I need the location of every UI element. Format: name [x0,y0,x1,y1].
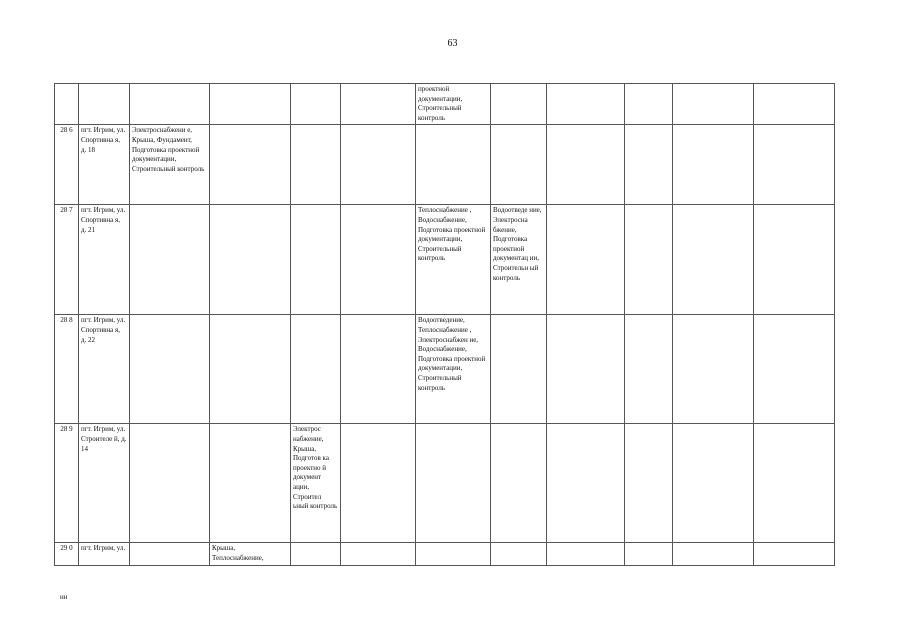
row-number: 28 6 [55,125,79,205]
work-cell [291,84,341,125]
empty-cell [754,315,835,424]
table-row [55,205,835,315]
work-cell: Водоотведение, Теплоснабжение , Электроснабжен ие, Водоснабжение, Подготовка проектной документации, Строительный контроль [416,315,491,424]
work-plan-table [54,83,835,566]
empty-cell [547,424,625,543]
address-cell: пгт. Игрим, ул. Спортивна я, д. 18 [79,125,130,205]
empty-cell [625,315,673,424]
work-cell [291,205,341,315]
empty-cell [754,424,835,543]
work-cell [416,424,491,543]
work-cell: Крыша, Теплоснабжение, [210,543,291,565]
work-cell [491,125,547,205]
empty-cell [673,84,754,125]
work-cell: Электрос набжение, Крыша, Подготов ка проектно й документ ации, Строител ьный контроль [291,424,341,543]
empty-cell [673,205,754,315]
work-cell [491,543,547,565]
work-cell [130,84,210,125]
work-cell [491,84,547,125]
empty-cell [754,84,835,125]
empty-cell [673,315,754,424]
empty-cell [754,205,835,315]
work-cell [210,125,291,205]
work-cell: Электроснабжени е, Крыша, Фундамент, Подготовка проектной документации, Строительный контроль [130,125,210,205]
address-cell: пгт. Игрим, ул. Строителе й, д. 14 [79,424,130,543]
row-number: 28 9 [55,424,79,543]
row-number: 28 7 [55,205,79,315]
empty-cell [547,543,625,565]
address-cell: пгт. Игрим, ул. [79,543,130,565]
empty-cell [625,424,673,543]
empty-cell [547,205,625,315]
work-cell [210,205,291,315]
work-cell [291,543,341,565]
work-cell [130,315,210,424]
work-cell [291,315,341,424]
work-cell [491,315,547,424]
empty-cell [625,543,673,565]
work-cell [416,125,491,205]
empty-cell [673,125,754,205]
empty-cell [754,543,835,565]
empty-cell [625,125,673,205]
work-cell [210,424,291,543]
work-cell [416,543,491,565]
table-row [55,84,835,125]
work-cell [130,424,210,543]
empty-cell [625,205,673,315]
work-cell [491,424,547,543]
row-number [55,84,79,125]
work-cell [291,125,341,205]
table-row [55,125,835,205]
address-cell [79,84,130,125]
work-cell [341,543,416,565]
work-cell [341,315,416,424]
work-cell [130,543,210,565]
work-cell: Теплоснабжение , Водоснабжение, Подготовка проектной документации, Строительный контроль [416,205,491,315]
empty-cell [625,84,673,125]
empty-cell [547,315,625,424]
empty-cell [547,84,625,125]
work-cell [341,205,416,315]
empty-cell [547,125,625,205]
work-cell: Водоотведе ние, Электросна бжение, Подготовка проектной документац ии, Строительн ый контроль [491,205,547,315]
address-cell: пгт. Игрим, ул. Спортивна я, д. 21 [79,205,130,315]
work-cell [130,205,210,315]
work-cell [210,84,291,125]
table-row [55,543,835,565]
work-cell: проектной документации, Строительный контроль [416,84,491,125]
work-cell [341,125,416,205]
table-row [55,315,835,424]
table-row [55,424,835,543]
work-cell [341,84,416,125]
empty-cell [754,125,835,205]
address-cell: пгт. Игрим, ул. Спортивна я, д. 22 [79,315,130,424]
footer-mark: нн [60,593,68,601]
empty-cell [673,424,754,543]
row-number: 29 0 [55,543,79,565]
page-number: 63 [447,38,458,49]
work-cell [341,424,416,543]
empty-cell [673,543,754,565]
row-number: 28 8 [55,315,79,424]
work-cell [210,315,291,424]
